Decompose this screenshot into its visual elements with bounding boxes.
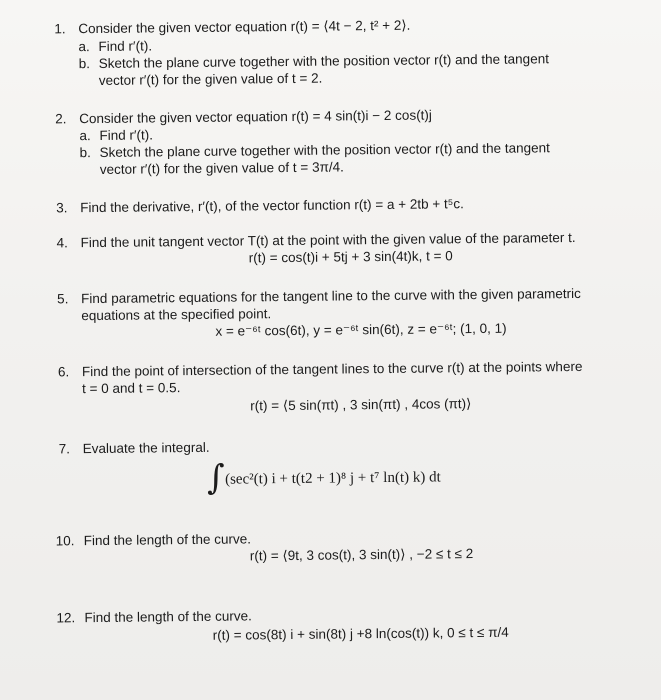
problem-4-text: Find the unit tangent vector T(t) at the point with the given value of the parameter t. (80, 229, 576, 251)
problem-2-text: Consider the given vector equation r(t) = 4 sin(t)i − 2 cos(t)j (79, 107, 432, 127)
problem-2a-label: a. (79, 128, 91, 144)
problem-5-number: 5. (57, 291, 69, 307)
problem-1-number: 1. (54, 21, 66, 37)
problem-6-formula: r(t) = ⟨5 sin(πt) , 3 sin(πt) , 4cos (πt)⟩ (250, 396, 472, 414)
problem-7-number: 7. (58, 441, 71, 457)
problem-1a-label: a. (78, 39, 90, 55)
problem-1b-label: b. (78, 56, 91, 72)
problem-6-text-continued: t = 0 and t = 0.5. (81, 380, 181, 397)
problem-5-text: Find parametric equations for the tangent line to the curve with the given parametric (81, 285, 581, 307)
problem-2a-text: Find r′(t). (99, 127, 154, 143)
problem-1-text: Consider the given vector equation r(t) = ⟨4t − 2, t² + 2⟩. (78, 17, 411, 37)
problem-12-number: 12. (56, 610, 76, 626)
problem-1b-text: Sketch the plane curve together with the position vector r(t) and the tangent (98, 51, 550, 71)
problem-1b-text-continued: vector r′(t) for the given value of t = 2. (98, 70, 323, 88)
problem-5-formula: x = e⁻⁶ᵗ cos(6t), y = e⁻⁶ᵗ sin(6t), z = e⁻⁶ᵗ; (1, 0, 1) (215, 320, 507, 339)
problem-2b-text: Sketch the plane curve together with the position vector r(t) and the tangent (99, 140, 550, 160)
problem-7-text: Evaluate the integral. (82, 439, 210, 457)
problem-6-number: 6. (57, 364, 70, 380)
problem-5-text-continued: equations at the specified point. (81, 306, 272, 324)
problem-3-number: 3. (56, 200, 68, 216)
problem-12-text: Find the length of the curve. (84, 608, 252, 626)
problem-2b-label: b. (79, 145, 91, 161)
problem-10-number: 10. (55, 533, 75, 549)
problem-12-formula: r(t) = cos(8t) i + sin(8t) j +8 ln(cos(t)) k, 0 ≤ t ≤ π/4 (212, 624, 509, 643)
problem-7-integral: (sec²(t) i + t(t2 + 1)⁸ j + t⁷ ln(t) k) dt (224, 469, 441, 488)
problem-10-text: Find the length of the curve. (83, 531, 252, 549)
problem-6-text: Find the point of intersection of the tangent lines to the curve r(t) at the points where (81, 358, 583, 380)
problem-2b-text-continued: vector r′(t) for the given value of t = 3π/4. (99, 159, 344, 177)
problem-3-text: Find the derivative, r′(t), of the vector function r(t) = a + 2tb + t⁵c. (80, 196, 464, 216)
problem-2-number: 2. (55, 111, 67, 127)
problem-10-formula: r(t) = ⟨9t, 3 cos(t), 3 sin(t)⟩ , −2 ≤ t ≤ 2 (249, 546, 474, 564)
integral-sign: ∫ (206, 457, 225, 498)
problem-1a-text: Find r′(t). (98, 38, 153, 54)
problem-4-formula: r(t) = cos(t)i + 5tj + 3 sin(4t)k, t = 0 (248, 248, 453, 266)
problem-4-number: 4. (56, 235, 68, 251)
